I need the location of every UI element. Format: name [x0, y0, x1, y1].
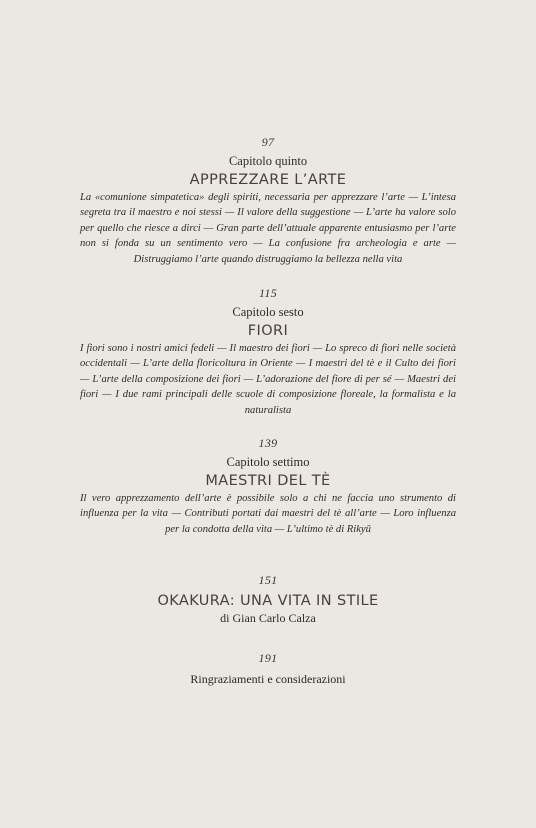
page-number: 97 [261, 135, 275, 149]
page-number: 151 [258, 573, 278, 587]
toc-entry-chapter-7 [80, 436, 456, 537]
chapter-title: APPREZZARE L’ARTE [189, 172, 347, 188]
toc-entry-acknowledgements [80, 651, 456, 686]
acknowledgements-title: Ringraziamenti e considerazioni [190, 672, 346, 686]
toc-entry-chapter-6 [80, 286, 456, 418]
essay-byline: di Gian Carlo Calza [220, 611, 316, 625]
essay-title: OKAKURA: UNA VITA IN STILE [157, 593, 379, 609]
toc-entry-essay [80, 573, 456, 625]
chapter-summary: La «comunione simpatetica» degli spiriti, necessaria per apprezzare l’arte — L’intesa segreta tra il maestro e noi stessi — Il valore della suggestione — L’arte ha valore solo per quello che riesce a dirci — Gran parte dell’attuale apparente entusiasmo per l’arte non si fonda su un sentimento vero — La confusione fra archeologia e arte — Distruggiamo l’arte quando distruggiamo la bellezza nella vita [80, 192, 456, 265]
page-number: 191 [258, 651, 278, 665]
chapter-title: FIORI [247, 323, 289, 339]
chapter-summary: I fiori sono i nostri amici fedeli — Il maestro dei fiori — Lo spreco di fiori nelle società occidentali — L’arte della floricoltura in Oriente — I maestri del tè e il Culto dei fiori — L’arte della composizione dei fiori — L’adorazione del fiore di per sé — Maestri dei fiori — I due rami principali delle scuole di composizione floreale, la formalista e la naturalista [80, 343, 456, 416]
chapter-label: Capitolo sesto [232, 305, 304, 319]
page-number: 139 [258, 436, 278, 450]
chapter-label: Capitolo quinto [228, 154, 308, 168]
chapter-label: Capitolo settimo [226, 455, 310, 469]
chapter-title: MAESTRI DEL TÈ [205, 473, 331, 489]
chapter-summary: Il vero apprezzamento dell’arte è possibile solo a chi ne faccia uno strumento di influenza per la vita — Contributi portati dai maestri del tè all’arte — Loro influenza per la condotta della vita — L’ultimo tè di Rikyū [80, 493, 456, 535]
toc-entry-chapter-5 [80, 135, 456, 267]
page-number: 115 [258, 286, 277, 300]
